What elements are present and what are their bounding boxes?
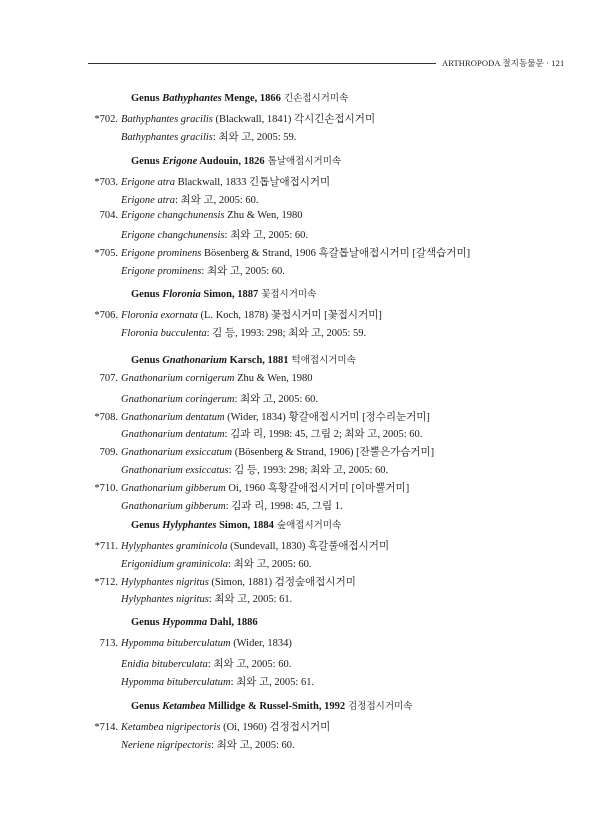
citation: : 최와 고, 2005: 60. <box>207 658 292 670</box>
entry-body <box>121 373 312 384</box>
species-entry <box>84 574 356 589</box>
species-entry <box>84 538 389 553</box>
entry-number: *706. <box>94 310 118 321</box>
synonym-name: Erigone prominens <box>121 266 202 277</box>
citation: : 최와 고, 2005: 60. <box>174 194 259 206</box>
entry-body <box>121 483 409 494</box>
synonym-reference <box>121 498 343 513</box>
genus-heading: Genus Floronia Simon, 1887 꽃접시거미속 <box>131 289 317 300</box>
citation: : 최와 고, 2005: 60. <box>234 393 318 405</box>
korean-name: 검정접시거미 <box>269 722 331 733</box>
genus-name: Ketambea <box>162 701 206 712</box>
synonym-name: Floronia bucculenta <box>121 327 207 339</box>
citation: : 최와 고, 2005: 61. <box>208 594 293 606</box>
korean-name: 각시긴손접시거미 <box>293 114 376 125</box>
synonym-reference <box>121 227 308 242</box>
genus-korean-name: 검정접시거미속 <box>348 702 413 712</box>
genus-heading: Genus Erigone Audouin, 1826 톱날애접시거미속 <box>131 156 342 167</box>
synonym-name: Gnathonarium exsiccatus <box>121 465 229 476</box>
citation: : 김과 리, 1998: 45, 그림 1. <box>225 500 343 512</box>
species-entry <box>84 111 375 126</box>
citation: : 최와 고, 2005: 61. <box>230 676 315 688</box>
genus-author: Karsch, 1881 <box>229 355 289 366</box>
korean-name: 검정숲애접시거미 <box>274 576 356 588</box>
entry-body <box>121 541 389 552</box>
synonym-name: Erigone atra <box>121 194 175 206</box>
citation: : 최와 고, 2005: 59. <box>212 131 297 143</box>
species-entry <box>84 638 292 649</box>
genus-name: Hypomma <box>162 617 208 628</box>
species-entry <box>84 373 312 384</box>
species-name: Gnathonarium cornigerum <box>121 373 235 384</box>
genus-name: Erigone <box>162 156 198 167</box>
genus-name: Bathyphantes <box>162 93 222 104</box>
citation: : 최와 고, 2005: 60. <box>211 739 295 751</box>
citation: : 최와 고, 2005: 60. <box>228 558 312 570</box>
genus-heading: Genus Bathyphantes Menge, 1866 긴손접시거미속 <box>131 93 349 104</box>
genus-heading: Genus Hypomma Dahl, 1886 <box>131 617 258 628</box>
species-entry <box>84 444 434 459</box>
entry-number: *703. <box>94 177 118 188</box>
korean-name: 흑갈톱날애접시거미 [갈색습거미] <box>318 248 471 260</box>
species-name: Ketambea nigripectoris <box>121 722 221 733</box>
entry-number: *711. <box>94 541 118 552</box>
korean-name: [잔뿔은가슴거미] <box>356 447 435 459</box>
entry-number: *714. <box>94 722 118 733</box>
species-author: Oi, 1960 <box>228 482 266 494</box>
genus-heading: Genus Hylyphantes Simon, 1884 숲애접시거미속 <box>131 520 342 531</box>
synonym-name: Bathyphantes gracilis <box>121 131 213 143</box>
species-name: Erigone prominens <box>121 248 202 260</box>
species-name: Hypomma bituberculatum <box>121 638 231 649</box>
entry-body <box>121 114 375 125</box>
synonym-name: Enidia bituberculata <box>121 658 208 670</box>
species-author: (L. Koch, 1878) <box>200 310 269 321</box>
synonym-reference <box>121 674 314 689</box>
species-entry <box>84 210 303 221</box>
species-entry <box>84 307 382 322</box>
species-name: Gnathonarium dentatum <box>121 411 225 423</box>
entry-number: 709. <box>99 447 118 459</box>
species-entry <box>84 245 470 260</box>
genus-author: Simon, 1887 <box>203 289 259 300</box>
species-entry <box>84 719 330 734</box>
header-rule <box>88 63 436 64</box>
species-name: Erigone atra <box>121 177 175 188</box>
synonym-reference <box>121 737 295 752</box>
entry-number: *702. <box>94 114 118 125</box>
synonym-reference <box>121 192 258 207</box>
species-author: Bösenberg & Strand, 1906 <box>204 248 316 260</box>
entry-body <box>121 722 330 733</box>
entry-body <box>121 210 303 221</box>
species-author: (Bösenberg & Strand, 1906) <box>234 447 354 459</box>
genus-name: Hylyphantes <box>162 520 217 531</box>
korean-name: 긴톱날애접시거미 <box>249 177 331 188</box>
species-name: Gnathonarium gibberum <box>121 482 226 494</box>
korean-name: 흑황갈애접시거미 [이마뿔거미] <box>267 482 410 494</box>
entry-body <box>121 248 470 259</box>
species-author: (Oi, 1960) <box>223 722 267 733</box>
species-entry <box>84 409 430 424</box>
citation: : 김 등, 1993: 298; 최와 고, 2005: 60. <box>228 465 389 476</box>
genus-author: Dahl, 1886 <box>209 617 258 628</box>
citation: : 김과 리, 1998: 45, 그림 2; 최와 고, 2005: 60. <box>224 429 423 441</box>
genus-korean-name: 숲애접시거미속 <box>276 521 342 531</box>
entry-body <box>121 412 430 423</box>
entry-number: *708. <box>94 411 118 423</box>
genus-author: Menge, 1866 <box>224 93 281 104</box>
citation: : 김 등, 1993: 298; 최와 고, 2005: 59. <box>206 327 367 339</box>
synonym-name: Gnathonarium dentatum <box>121 429 225 441</box>
entry-number: *712. <box>94 576 118 588</box>
entry-body <box>121 310 382 321</box>
species-author: (Blackwall, 1841) <box>215 114 292 125</box>
species-name: Floronia exornata <box>121 310 198 321</box>
species-name: Hylyphantes graminicola <box>121 541 228 552</box>
entry-number: *705. <box>94 248 118 260</box>
genus-author: Audouin, 1826 <box>199 156 265 167</box>
entry-body <box>121 638 292 649</box>
species-entry <box>84 174 330 189</box>
synonym-reference <box>121 556 312 571</box>
korean-name: 황갈애접시거미 [정수리눈거미] <box>288 411 430 423</box>
species-author: Zhu & Wen, 1980 <box>237 373 313 384</box>
species-name: Bathyphantes gracilis <box>121 114 213 125</box>
genus-korean-name: 톱날애접시거미속 <box>267 157 342 167</box>
entry-body <box>121 577 356 588</box>
synonym-name: Gnathonarium coringerum <box>121 393 235 405</box>
species-author: (Sundevall, 1830) <box>230 541 306 552</box>
synonym-name: Hypomma bituberculatum <box>121 676 231 688</box>
citation: : 최와 고, 2005: 60. <box>201 266 285 277</box>
synonym-name: Hylyphantes nigritus <box>121 594 209 606</box>
entry-number: 707. <box>99 373 118 384</box>
entry-body <box>121 447 434 458</box>
korean-name: 꽃접시거미 [꽃접시거미] <box>270 310 382 321</box>
entry-number: *710. <box>94 482 118 494</box>
species-author: (Simon, 1881) <box>211 576 273 588</box>
genus-korean-name: 턱애접시거미속 <box>291 356 356 366</box>
species-name: Erigone changchunensis <box>121 209 225 221</box>
synonym-reference <box>121 263 285 278</box>
synonym-reference <box>121 129 296 144</box>
entry-body <box>121 177 330 188</box>
synonym-name: Neriene nigripectoris <box>121 739 212 751</box>
synonym-name: Gnathonarium gibberum <box>121 500 226 512</box>
korean-name: 흑갈풀애접시거미 <box>307 541 390 552</box>
genus-author: Simon, 1884 <box>219 520 274 531</box>
citation: : 최와 고, 2005: 60. <box>224 230 309 242</box>
species-author: Blackwall, 1833 <box>177 177 247 188</box>
synonym-reference <box>121 591 292 606</box>
genus-author: Millidge & Russel-Smith, 1992 <box>208 701 346 712</box>
genus-heading: Genus Ketambea Millidge & Russel-Smith, 1992 검정접시거미속 <box>131 701 413 712</box>
genus-korean-name: 꽃접시거미속 <box>261 290 317 300</box>
genus-korean-name: 긴손접시거미속 <box>283 94 349 104</box>
species-entry <box>84 480 409 495</box>
species-author: (Wider, 1834) <box>227 411 286 423</box>
entry-number: 713. <box>99 638 118 649</box>
synonym-name: Erigone changchunensis <box>121 230 225 242</box>
synonym-name: Erigonidium graminicola <box>121 558 229 570</box>
genus-heading: Genus Gnathonarium Karsch, 1881 턱애접시거미속 <box>131 355 356 366</box>
species-author: (Wider, 1834) <box>233 638 292 649</box>
synonym-reference <box>121 656 291 671</box>
synonym-reference <box>121 325 366 340</box>
species-name: Gnathonarium exsiccatum <box>121 447 233 459</box>
running-header: ARTHROPODA 절지동물문 · 121 <box>442 58 565 68</box>
entry-number: 704. <box>99 209 118 221</box>
genus-name: Gnathonarium <box>162 355 227 366</box>
synonym-reference <box>121 391 318 406</box>
species-author: Zhu & Wen, 1980 <box>227 209 303 221</box>
species-name: Hylyphantes nigritus <box>121 576 209 588</box>
synonym-reference <box>121 426 422 441</box>
genus-name: Floronia <box>162 289 201 300</box>
synonym-reference <box>121 462 388 477</box>
